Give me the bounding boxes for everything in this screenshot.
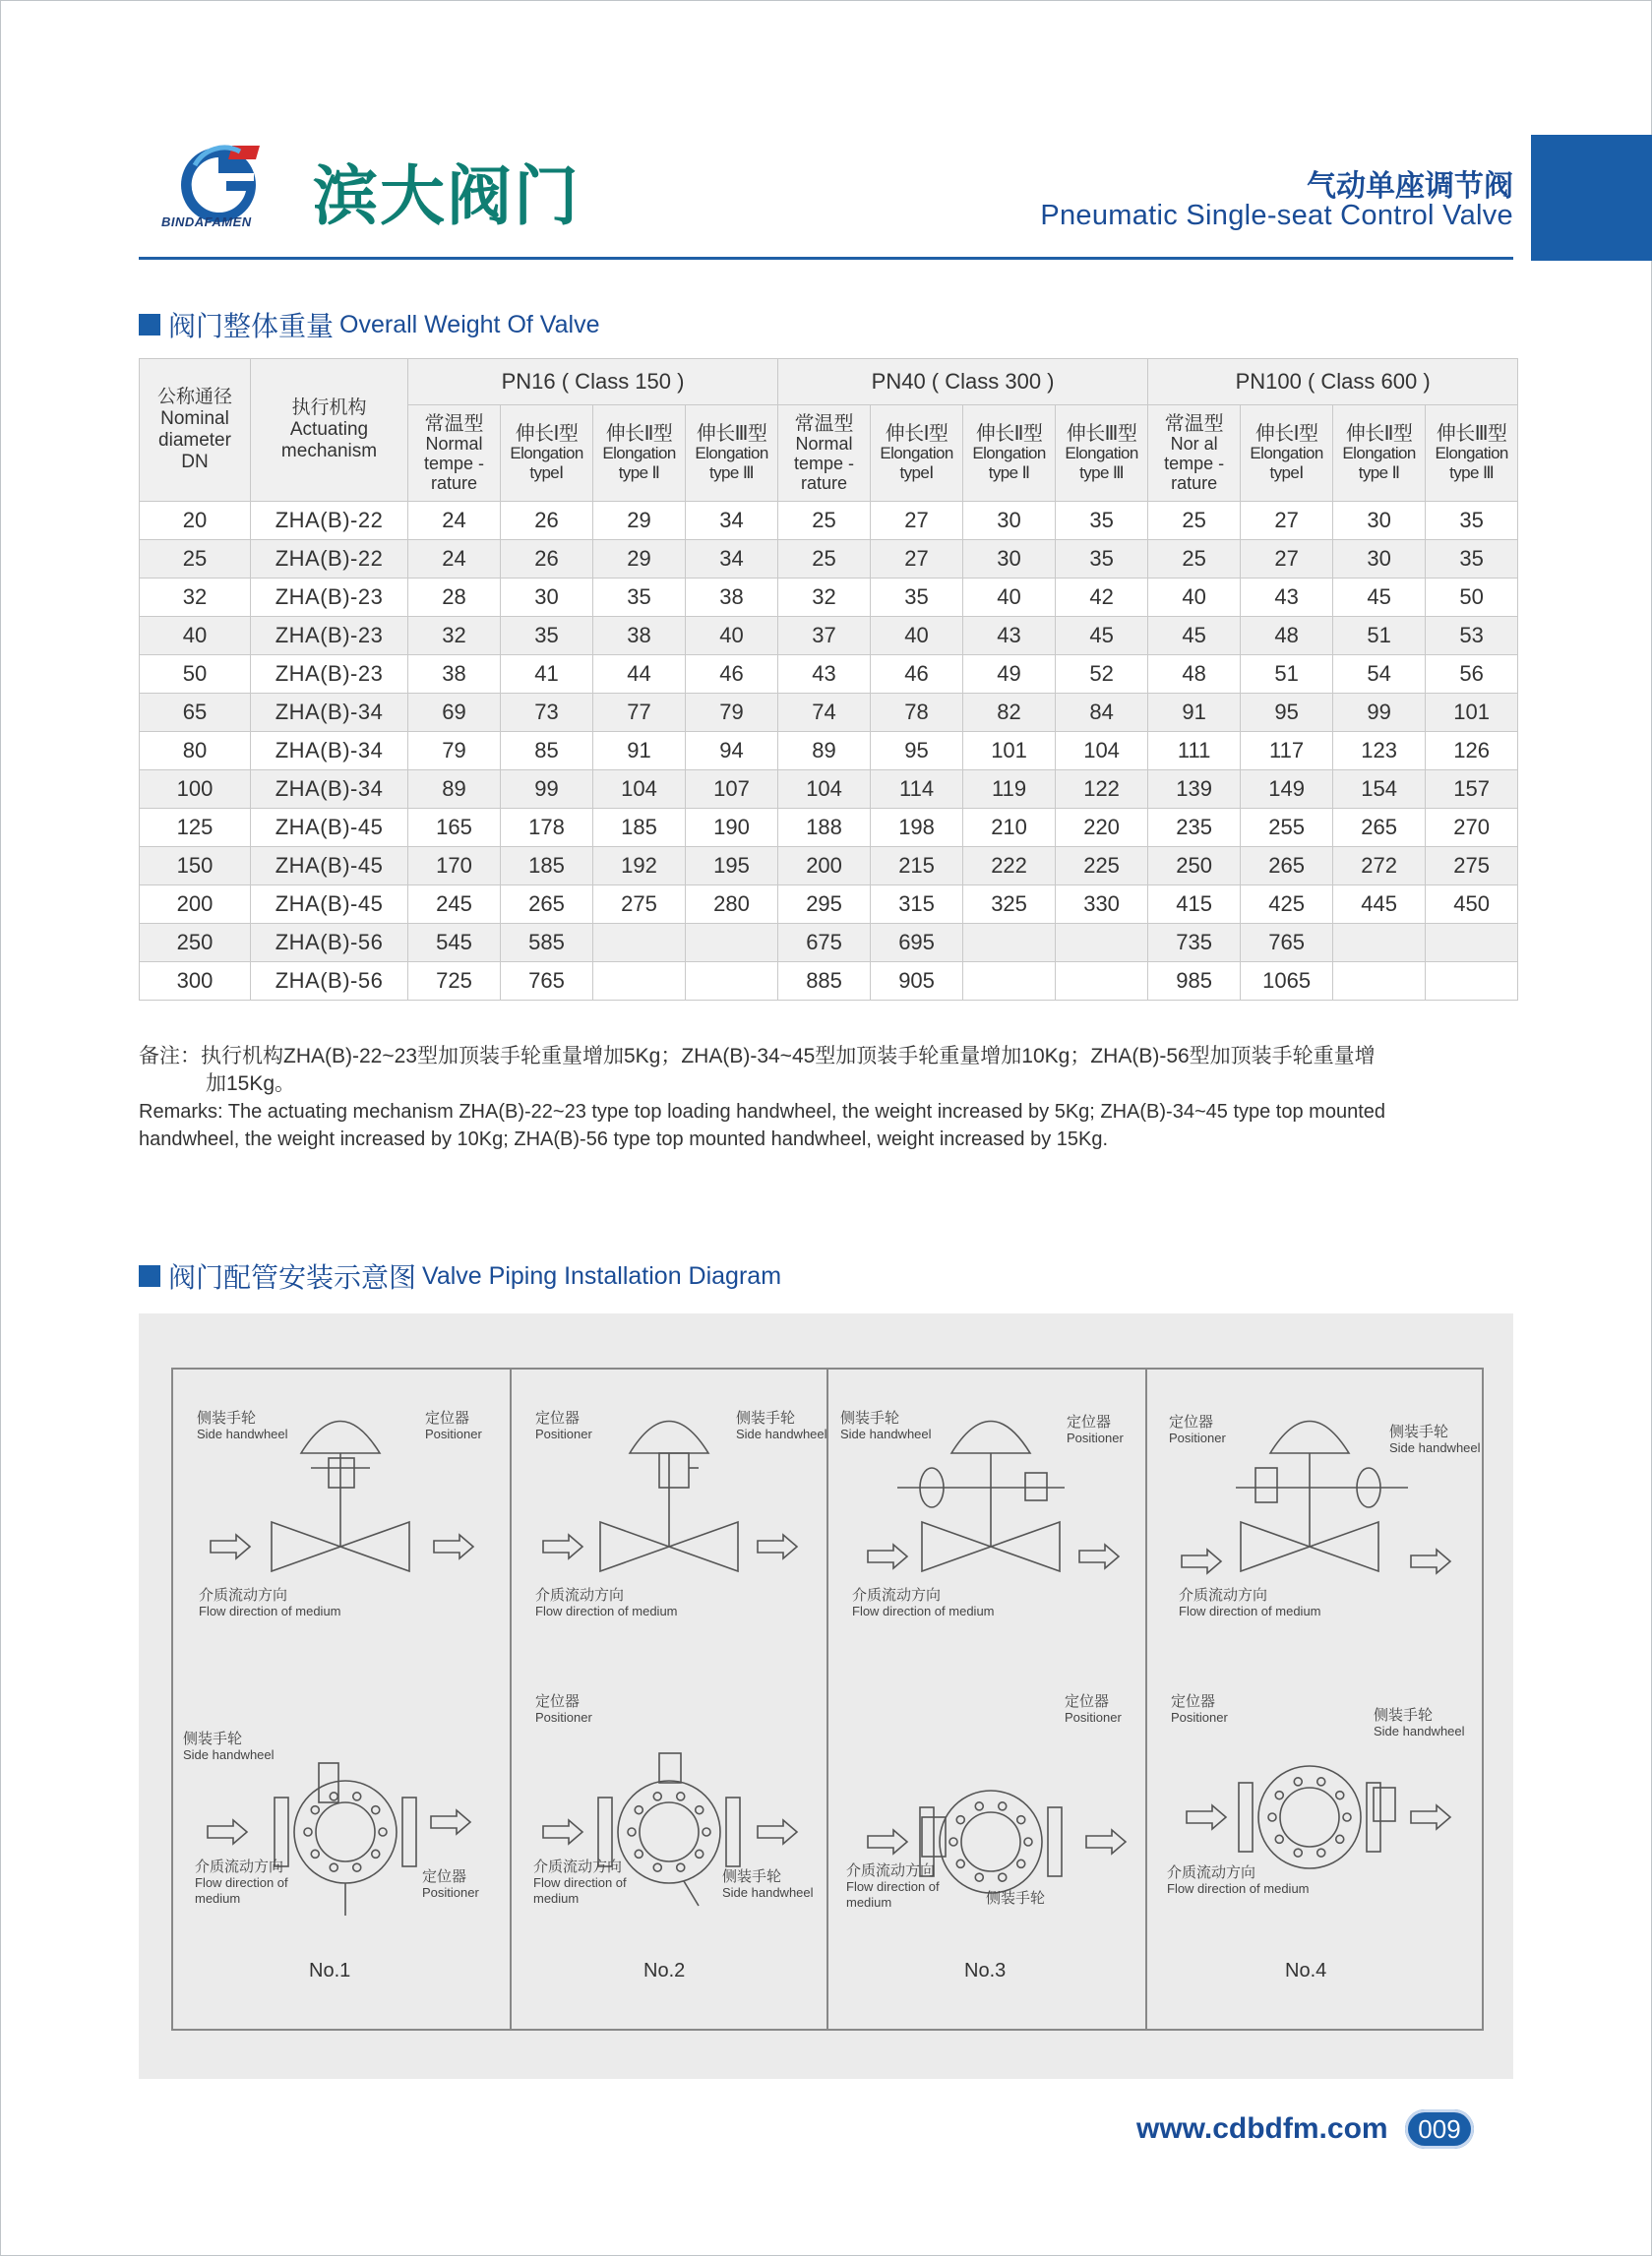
weight-cell: 43 bbox=[963, 617, 1056, 655]
weight-cell bbox=[686, 962, 778, 1001]
dn-cell: 80 bbox=[140, 732, 251, 770]
dn-cell: 125 bbox=[140, 809, 251, 847]
weight-cell: 45 bbox=[1333, 579, 1426, 617]
positioner-label: 定位器 Positioner bbox=[422, 1868, 479, 1900]
mechanism-cell: ZHA(B)-34 bbox=[251, 732, 408, 770]
mechanism-cell: ZHA(B)-56 bbox=[251, 924, 408, 962]
corner-tab bbox=[1531, 135, 1652, 261]
weight-cell bbox=[1333, 962, 1426, 1001]
weight-cell bbox=[686, 924, 778, 962]
weight-cell: 69 bbox=[408, 694, 501, 732]
weight-cell: 325 bbox=[963, 885, 1056, 924]
flow-direction-label: 介质流动方向 Flow direction of medium bbox=[195, 1859, 288, 1906]
table-row bbox=[140, 617, 1518, 655]
weight-cell: 49 bbox=[963, 655, 1056, 694]
dn-cell: 40 bbox=[140, 617, 251, 655]
weight-cell: 275 bbox=[1426, 847, 1518, 885]
remarks bbox=[139, 1043, 1516, 1153]
weight-cell: 27 bbox=[871, 540, 963, 579]
weight-cell: 89 bbox=[408, 770, 501, 809]
weight-cell: 101 bbox=[1426, 694, 1518, 732]
weight-cell: 415 bbox=[1148, 885, 1241, 924]
panel-number: No.4 bbox=[1285, 1960, 1327, 1982]
dn-cell: 100 bbox=[140, 770, 251, 809]
weight-table bbox=[139, 358, 1518, 1001]
diagram-section-title bbox=[139, 1256, 781, 1296]
flow-direction-label: 介质流动方向 Flow direction of medium bbox=[846, 1862, 940, 1910]
weight-cell: 53 bbox=[1426, 617, 1518, 655]
weight-cell: 40 bbox=[871, 617, 963, 655]
weight-cell: 43 bbox=[1241, 579, 1333, 617]
weight-cell: 235 bbox=[1148, 809, 1241, 847]
weight-cell: 101 bbox=[963, 732, 1056, 770]
doc-title-en: Pneumatic Single-seat Control Valve bbox=[1040, 200, 1513, 231]
weight-cell: 190 bbox=[686, 809, 778, 847]
weight-cell: 178 bbox=[501, 809, 593, 847]
elongation-type-header: 伸长Ⅱ型 Elongation type Ⅱ bbox=[593, 405, 686, 502]
mechanism-cell: ZHA(B)-22 bbox=[251, 502, 408, 540]
weight-cell bbox=[593, 924, 686, 962]
logo-text: BINDAFAMEN bbox=[161, 214, 252, 229]
panel-number: No.1 bbox=[309, 1960, 351, 1982]
weight-cell: 585 bbox=[501, 924, 593, 962]
weight-cell: 30 bbox=[1333, 540, 1426, 579]
weight-cell: 104 bbox=[593, 770, 686, 809]
positioner-label: 定位器 Positioner bbox=[535, 1410, 592, 1441]
weight-cell: 225 bbox=[1056, 847, 1148, 885]
weight-cell: 94 bbox=[686, 732, 778, 770]
weight-cell: 885 bbox=[778, 962, 871, 1001]
flow-direction-label: 介质流动方向 Flow direction of medium bbox=[533, 1859, 627, 1906]
weight-cell: 25 bbox=[778, 540, 871, 579]
side-handwheel-label: 侧装手轮 Side handwheel bbox=[183, 1731, 275, 1762]
mechanism-cell: ZHA(B)-23 bbox=[251, 579, 408, 617]
table-row bbox=[140, 732, 1518, 770]
weight-cell: 95 bbox=[871, 732, 963, 770]
weight-cell bbox=[963, 924, 1056, 962]
weight-cell: 104 bbox=[1056, 732, 1148, 770]
weight-cell: 270 bbox=[1426, 809, 1518, 847]
side-handwheel-label: 侧装手轮 Side handwheel bbox=[722, 1868, 814, 1900]
dn-cell: 65 bbox=[140, 694, 251, 732]
weight-cell: 250 bbox=[1148, 847, 1241, 885]
weight-cell: 695 bbox=[871, 924, 963, 962]
dn-cell: 300 bbox=[140, 962, 251, 1001]
table-row bbox=[140, 885, 1518, 924]
table-row bbox=[140, 847, 1518, 885]
normal-temp-header: 常温型 Normal tempe - rature bbox=[408, 405, 501, 502]
remark-cn-line2: 加15Kg。 bbox=[206, 1072, 296, 1095]
weight-cell: 30 bbox=[963, 540, 1056, 579]
weight-cell: 78 bbox=[871, 694, 963, 732]
weight-cell: 40 bbox=[1148, 579, 1241, 617]
weight-cell: 50 bbox=[1426, 579, 1518, 617]
weight-cell: 139 bbox=[1148, 770, 1241, 809]
elongation-type-header: 伸长Ⅱ型 Elongation type Ⅱ bbox=[1333, 405, 1426, 502]
side-handwheel-label: 侧装手轮 bbox=[986, 1890, 1046, 1907]
weight-cell: 42 bbox=[1056, 579, 1148, 617]
mechanism-cell: ZHA(B)-45 bbox=[251, 847, 408, 885]
weight-cell: 450 bbox=[1426, 885, 1518, 924]
weight-cell: 84 bbox=[1056, 694, 1148, 732]
remark-en-line2: handwheel, the weight increased by 10Kg; ZHA(B)-56 type top mounted handwheel, weight increased by 15Kg. bbox=[139, 1128, 1109, 1150]
weight-cell: 123 bbox=[1333, 732, 1426, 770]
weight-cell: 37 bbox=[778, 617, 871, 655]
weight-cell: 265 bbox=[1333, 809, 1426, 847]
weight-cell: 280 bbox=[686, 885, 778, 924]
header-divider bbox=[139, 257, 1513, 260]
side-handwheel-label: 侧装手轮 Side handwheel bbox=[736, 1410, 827, 1441]
weight-section-title bbox=[139, 305, 599, 344]
weight-cell: 222 bbox=[963, 847, 1056, 885]
weight-cell bbox=[963, 962, 1056, 1001]
weight-cell: 34 bbox=[686, 502, 778, 540]
website-url[interactable]: www.cdbdfm.com bbox=[1136, 2112, 1388, 2145]
side-handwheel-label: 侧装手轮 Side handwheel bbox=[1374, 1707, 1465, 1738]
weight-cell: 45 bbox=[1056, 617, 1148, 655]
weight-cell bbox=[1426, 962, 1518, 1001]
elongation-type-header: 伸长Ⅰ型 Elongation typeⅠ bbox=[871, 405, 963, 502]
weight-cell: 220 bbox=[1056, 809, 1148, 847]
weight-cell: 91 bbox=[1148, 694, 1241, 732]
weight-cell: 315 bbox=[871, 885, 963, 924]
weight-cell: 91 bbox=[593, 732, 686, 770]
weight-cell: 111 bbox=[1148, 732, 1241, 770]
weight-cell: 89 bbox=[778, 732, 871, 770]
weight-cell: 34 bbox=[686, 540, 778, 579]
weight-cell: 24 bbox=[408, 540, 501, 579]
weight-cell: 35 bbox=[1056, 540, 1148, 579]
weight-cell: 32 bbox=[408, 617, 501, 655]
weight-cell: 40 bbox=[963, 579, 1056, 617]
weight-cell: 445 bbox=[1333, 885, 1426, 924]
weight-cell: 265 bbox=[1241, 847, 1333, 885]
table-row bbox=[140, 655, 1518, 694]
weight-cell: 107 bbox=[686, 770, 778, 809]
weight-cell: 56 bbox=[1426, 655, 1518, 694]
weight-cell: 52 bbox=[1056, 655, 1148, 694]
dn-cell: 32 bbox=[140, 579, 251, 617]
weight-cell: 545 bbox=[408, 924, 501, 962]
table-row bbox=[140, 579, 1518, 617]
normal-temp-header: 常温型 Nor al tempe - rature bbox=[1148, 405, 1241, 502]
weight-cell: 40 bbox=[686, 617, 778, 655]
table-row bbox=[140, 770, 1518, 809]
weight-cell: 32 bbox=[778, 579, 871, 617]
weight-cell: 79 bbox=[408, 732, 501, 770]
weight-cell: 765 bbox=[1241, 924, 1333, 962]
weight-cell: 725 bbox=[408, 962, 501, 1001]
weight-cell: 119 bbox=[963, 770, 1056, 809]
weight-cell: 35 bbox=[1426, 540, 1518, 579]
panel-number: No.2 bbox=[643, 1960, 686, 1982]
weight-cell: 272 bbox=[1333, 847, 1426, 885]
elongation-type-header: 伸长Ⅰ型 Elongation typeⅠ bbox=[1241, 405, 1333, 502]
weight-cell: 25 bbox=[1148, 502, 1241, 540]
weight-cell: 425 bbox=[1241, 885, 1333, 924]
weight-cell bbox=[1426, 924, 1518, 962]
positioner-label: 定位器 Positioner bbox=[535, 1693, 592, 1725]
weight-cell: 30 bbox=[963, 502, 1056, 540]
weight-cell: 24 bbox=[408, 502, 501, 540]
elongation-type-header: 伸长Ⅲ型 Elongation type Ⅲ bbox=[1426, 405, 1518, 502]
positioner-label: 定位器 Positioner bbox=[425, 1410, 482, 1441]
weight-cell: 192 bbox=[593, 847, 686, 885]
group-header-pn100: PN100 ( Class 600 ) bbox=[1148, 359, 1518, 405]
mechanism-cell: ZHA(B)-56 bbox=[251, 962, 408, 1001]
weight-cell: 28 bbox=[408, 579, 501, 617]
weight-cell: 46 bbox=[686, 655, 778, 694]
side-handwheel-label: 侧装手轮 Side handwheel bbox=[840, 1410, 932, 1441]
weight-cell: 82 bbox=[963, 694, 1056, 732]
weight-cell: 29 bbox=[593, 540, 686, 579]
weight-cell: 275 bbox=[593, 885, 686, 924]
normal-temp-header: 常温型 Normal tempe - rature bbox=[778, 405, 871, 502]
mechanism-cell: ZHA(B)-23 bbox=[251, 617, 408, 655]
doc-title-cn: 气动单座调节阀 bbox=[1307, 170, 1513, 203]
weight-cell: 104 bbox=[778, 770, 871, 809]
table-row bbox=[140, 502, 1518, 540]
table-row bbox=[140, 924, 1518, 962]
group-header-pn16: PN16 ( Class 150 ) bbox=[408, 359, 778, 405]
weight-cell: 265 bbox=[501, 885, 593, 924]
table-row bbox=[140, 694, 1518, 732]
weight-cell: 1065 bbox=[1241, 962, 1333, 1001]
weight-cell: 43 bbox=[778, 655, 871, 694]
mechanism-cell: ZHA(B)-45 bbox=[251, 809, 408, 847]
weight-cell bbox=[1056, 962, 1148, 1001]
panel-number: No.3 bbox=[964, 1960, 1007, 1982]
weight-cell: 25 bbox=[1148, 540, 1241, 579]
weight-cell: 126 bbox=[1426, 732, 1518, 770]
weight-cell: 165 bbox=[408, 809, 501, 847]
weight-cell: 330 bbox=[1056, 885, 1148, 924]
flow-direction-label: 介质流动方向 Flow direction of medium bbox=[1167, 1864, 1310, 1896]
weight-cell: 185 bbox=[501, 847, 593, 885]
weight-cell: 210 bbox=[963, 809, 1056, 847]
mechanism-cell: ZHA(B)-22 bbox=[251, 540, 408, 579]
weight-cell: 905 bbox=[871, 962, 963, 1001]
weight-cell: 122 bbox=[1056, 770, 1148, 809]
elongation-type-header: 伸长Ⅰ型 Elongation typeⅠ bbox=[501, 405, 593, 502]
weight-cell: 99 bbox=[501, 770, 593, 809]
weight-cell: 35 bbox=[1056, 502, 1148, 540]
weight-cell: 48 bbox=[1148, 655, 1241, 694]
weight-cell: 245 bbox=[408, 885, 501, 924]
remark-en-line1: Remarks: The actuating mechanism ZHA(B)-22~23 type top loading handwheel, the weight increased by 5Kg; ZHA(B)-34~45 type top mounted bbox=[139, 1101, 1385, 1123]
weight-cell: 985 bbox=[1148, 962, 1241, 1001]
weight-cell: 185 bbox=[593, 809, 686, 847]
flow-direction-label: 介质流动方向 Flow direction of medium bbox=[1179, 1587, 1321, 1618]
flow-direction-label: 介质流动方向 Flow direction of medium bbox=[199, 1587, 341, 1618]
elongation-type-header: 伸长Ⅲ型 Elongation type Ⅲ bbox=[686, 405, 778, 502]
weight-cell: 154 bbox=[1333, 770, 1426, 809]
weight-title-cn: 阀门整体重量 bbox=[168, 311, 335, 341]
weight-cell: 51 bbox=[1241, 655, 1333, 694]
weight-cell: 114 bbox=[871, 770, 963, 809]
mechanism-cell: ZHA(B)-45 bbox=[251, 885, 408, 924]
weight-cell: 198 bbox=[871, 809, 963, 847]
weight-cell: 45 bbox=[1148, 617, 1241, 655]
weight-cell: 26 bbox=[501, 540, 593, 579]
group-header-pn40: PN40 ( Class 300 ) bbox=[778, 359, 1148, 405]
section-bullet-icon bbox=[139, 1265, 160, 1287]
positioner-label: 定位器 Positioner bbox=[1171, 1693, 1228, 1725]
weight-cell: 117 bbox=[1241, 732, 1333, 770]
weight-cell: 27 bbox=[1241, 540, 1333, 579]
table-row bbox=[140, 809, 1518, 847]
installation-diagram bbox=[171, 1368, 1484, 2031]
mechanism-header: 执行机构 Actuating mechanism bbox=[251, 359, 408, 502]
weight-cell: 77 bbox=[593, 694, 686, 732]
weight-title-en: Overall Weight Of Valve bbox=[339, 310, 600, 338]
table-row bbox=[140, 540, 1518, 579]
weight-cell: 255 bbox=[1241, 809, 1333, 847]
weight-cell: 30 bbox=[501, 579, 593, 617]
weight-cell: 765 bbox=[501, 962, 593, 1001]
weight-cell: 38 bbox=[686, 579, 778, 617]
dn-cell: 250 bbox=[140, 924, 251, 962]
weight-cell: 25 bbox=[778, 502, 871, 540]
weight-cell bbox=[1333, 924, 1426, 962]
weight-cell: 35 bbox=[1426, 502, 1518, 540]
weight-cell: 73 bbox=[501, 694, 593, 732]
weight-cell: 48 bbox=[1241, 617, 1333, 655]
weight-cell: 735 bbox=[1148, 924, 1241, 962]
dn-cell: 200 bbox=[140, 885, 251, 924]
elongation-type-header: 伸长Ⅱ型 Elongation type Ⅱ bbox=[963, 405, 1056, 502]
weight-cell: 41 bbox=[501, 655, 593, 694]
weight-cell: 26 bbox=[501, 502, 593, 540]
dn-cell: 20 bbox=[140, 502, 251, 540]
positioner-label: 定位器 Positioner bbox=[1065, 1693, 1122, 1725]
weight-cell: 35 bbox=[871, 579, 963, 617]
remark-cn-line1: 备注：执行机构ZHA(B)-22~23型加顶装手轮重量增加5Kg；ZHA(B)-34~45型加顶装手轮重量增加10Kg；ZHA(B)-56型加顶装手轮重量增 bbox=[139, 1045, 1376, 1067]
weight-cell: 157 bbox=[1426, 770, 1518, 809]
weight-cell: 51 bbox=[1333, 617, 1426, 655]
dn-cell: 25 bbox=[140, 540, 251, 579]
brand-name: 滨大阀门 bbox=[313, 159, 581, 232]
mechanism-cell: ZHA(B)-34 bbox=[251, 770, 408, 809]
diagram-title-en: Valve Piping Installation Diagram bbox=[422, 1261, 782, 1290]
weight-cell: 35 bbox=[501, 617, 593, 655]
dn-cell: 50 bbox=[140, 655, 251, 694]
mechanism-cell: ZHA(B)-34 bbox=[251, 694, 408, 732]
weight-cell: 29 bbox=[593, 502, 686, 540]
weight-cell: 79 bbox=[686, 694, 778, 732]
weight-cell: 295 bbox=[778, 885, 871, 924]
flow-direction-label: 介质流动方向 Flow direction of medium bbox=[535, 1587, 678, 1618]
weight-cell: 149 bbox=[1241, 770, 1333, 809]
weight-cell: 27 bbox=[1241, 502, 1333, 540]
dn-cell: 150 bbox=[140, 847, 251, 885]
weight-cell: 85 bbox=[501, 732, 593, 770]
positioner-label: 定位器 Positioner bbox=[1067, 1414, 1124, 1445]
weight-cell: 38 bbox=[593, 617, 686, 655]
mechanism-cell: ZHA(B)-23 bbox=[251, 655, 408, 694]
weight-table-body bbox=[140, 502, 1518, 1001]
weight-cell: 95 bbox=[1241, 694, 1333, 732]
weight-cell: 215 bbox=[871, 847, 963, 885]
weight-cell: 200 bbox=[778, 847, 871, 885]
diagram-title-cn: 阀门配管安装示意图 bbox=[168, 1262, 417, 1293]
side-handwheel-label: 侧装手轮 Side handwheel bbox=[197, 1410, 288, 1441]
weight-cell: 44 bbox=[593, 655, 686, 694]
panel-1-diagram bbox=[173, 1370, 510, 2029]
weight-cell: 99 bbox=[1333, 694, 1426, 732]
weight-cell: 27 bbox=[871, 502, 963, 540]
table-row bbox=[140, 962, 1518, 1001]
weight-cell: 74 bbox=[778, 694, 871, 732]
weight-cell: 46 bbox=[871, 655, 963, 694]
weight-cell: 35 bbox=[593, 579, 686, 617]
weight-cell bbox=[1056, 924, 1148, 962]
weight-cell: 188 bbox=[778, 809, 871, 847]
weight-cell: 38 bbox=[408, 655, 501, 694]
dn-header: 公称通径 Nominal diameter DN bbox=[140, 359, 251, 502]
weight-cell bbox=[593, 962, 686, 1001]
flow-direction-label: 介质流动方向 Flow direction of medium bbox=[852, 1587, 995, 1618]
weight-cell: 54 bbox=[1333, 655, 1426, 694]
weight-cell: 675 bbox=[778, 924, 871, 962]
page-number: 009 bbox=[1405, 2109, 1474, 2149]
weight-cell: 170 bbox=[408, 847, 501, 885]
elongation-type-header: 伸长Ⅲ型 Elongation type Ⅲ bbox=[1056, 405, 1148, 502]
weight-cell: 30 bbox=[1333, 502, 1426, 540]
section-bullet-icon bbox=[139, 314, 160, 335]
positioner-label: 定位器 Positioner bbox=[1169, 1414, 1226, 1445]
side-handwheel-label: 侧装手轮 Side handwheel bbox=[1389, 1424, 1481, 1455]
weight-cell: 195 bbox=[686, 847, 778, 885]
